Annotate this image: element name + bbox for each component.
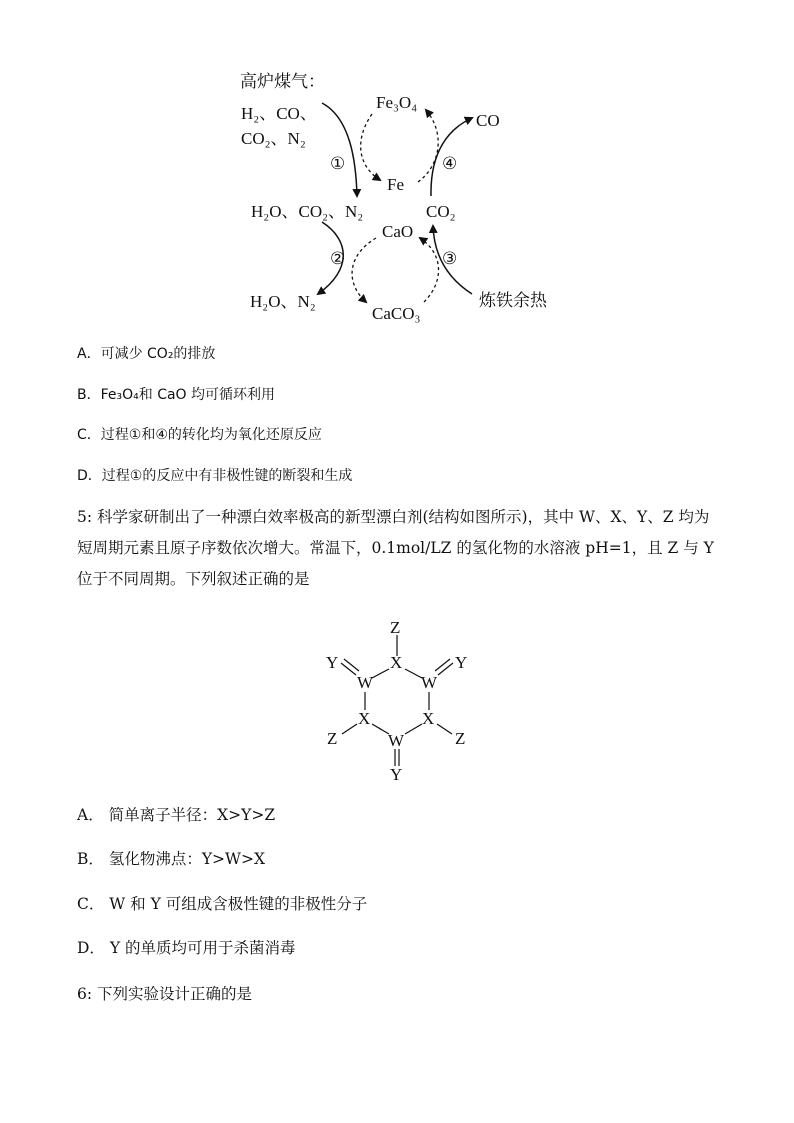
q5-stem-line3: 位于不同周期。下列叙述正确的是 [77, 570, 310, 588]
label-caco3: CaCO₃ [372, 304, 421, 323]
q4-option-b: B．Fe₃O₄和 CaO 均可循环利用 [77, 387, 276, 403]
atom-x-left: X [358, 709, 371, 728]
atom-x-right: X [422, 709, 435, 728]
atom-w-left: W [357, 673, 374, 692]
bottom-gas-label: H₂O、N₂ [250, 292, 316, 311]
label-heat: 炼铁余热 [479, 291, 547, 310]
q5-option-c: C． W 和 Y 可组成含极性键的非极性分子 [77, 895, 368, 913]
label-co2: CO₂ [426, 202, 456, 221]
q4-option-a: A．可减少 CO₂的排放 [77, 346, 216, 362]
atom-z-left: Z [327, 729, 338, 748]
atom-w-bottom: W [388, 731, 405, 750]
q5-option-a: A． 简单离子半径：X>Y>Z [77, 806, 276, 824]
label-co: CO [476, 111, 500, 130]
step-4-marker: ④ [442, 154, 458, 173]
atom-x-top: X [390, 653, 403, 672]
figure-title: 高炉煤气： [240, 72, 325, 91]
label-cao: CaO [382, 222, 414, 241]
feed-gas-line2: CO₂、N₂ [241, 129, 306, 148]
atom-z-top: Z [390, 618, 401, 637]
step-2-marker: ② [330, 249, 346, 268]
q5-option-d: D． Y 的单质均可用于杀菌消毒 [77, 939, 296, 957]
q4-option-c: C．过程①和④的转化均为氧化还原反应 [77, 427, 322, 443]
q4-option-d: D．过程①的反应中有非极性键的断裂和生成 [77, 468, 353, 484]
q6-stem-line1: 6: 下列实验设计正确的是 [77, 985, 253, 1003]
atom-w-right: W [421, 673, 438, 692]
label-fe3o4: Fe₃O₄ [376, 93, 418, 112]
feed-gas-line1: H₂、CO、 [241, 104, 317, 123]
step-3-marker: ③ [442, 249, 458, 268]
mid-gas-label: H₂O、CO₂、N₂ [251, 202, 364, 221]
q5-option-b: B． 氢化物沸点：Y>W>X [77, 850, 265, 868]
atom-y-right: Y [455, 653, 468, 672]
q5-stem-line1: 5: 科学家研制出了一种漂白效率极高的新型漂白剂(结构如图所示)，其中 W、X、Y、Z 均为 [77, 508, 710, 526]
atom-y-bottom: Y [390, 765, 403, 784]
atom-z-right: Z [455, 729, 466, 748]
step-1-marker: ① [330, 154, 346, 173]
label-fe: Fe [387, 175, 404, 194]
atom-y-left: Y [326, 653, 339, 672]
q5-stem-line2: 短周期元素且原子序数依次增大。常温下，0.1mol/LZ 的氢化物的水溶液 pH=1，且 Z 与 Y [77, 539, 714, 557]
